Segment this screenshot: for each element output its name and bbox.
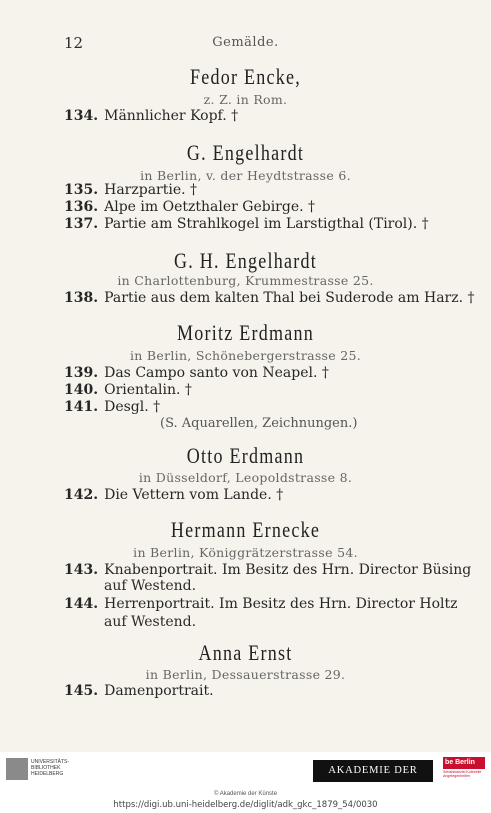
artist-name: Moritz Erdmann <box>177 320 314 345</box>
catalogue-entry <box>64 365 329 381</box>
entry-title: Damenportrait. <box>104 683 214 699</box>
entry-number: 136. <box>64 199 99 215</box>
berlin-logo-label: be Berlin <box>443 757 485 769</box>
entry-number: 141. <box>64 399 99 415</box>
be-berlin-logo[interactable] <box>443 757 485 783</box>
permalink-url[interactable]: https://digi.ub.uni-heidelberg.de/diglit/adk_gkc_1879_54/0030 <box>113 800 378 810</box>
artist-name: G. Engelhardt <box>186 140 305 165</box>
entry-number: 139. <box>64 365 99 381</box>
artist-location: in Berlin, v. der Heydtstrasse 6. <box>140 168 351 183</box>
akademie-der-kuenste-logo[interactable]: AKADEMIE DER KÜNSTE <box>313 760 433 782</box>
artist-name: Otto Erdmann <box>186 443 305 468</box>
artist-name: Hermann Ernecke <box>170 517 321 542</box>
artist-name: Fedor Encke, <box>190 64 301 89</box>
entry-title: Partie am Strahlkogel im Larstigthal (Tirol). † <box>104 216 429 232</box>
entry-title: Herrenportrait. Im Besitz des Hrn. Director Holtz <box>104 596 458 612</box>
artist-location: in Berlin, Schönebergerstrasse 25. <box>129 348 362 363</box>
entry-title: Alpe im Oetzthaler Gebirge. † <box>104 199 316 215</box>
entry-title: Harzpartie. † <box>104 182 198 198</box>
artist-location: in Berlin, Dessauerstrasse 29. <box>145 667 346 682</box>
entry-continuation: auf Westend. <box>104 614 197 630</box>
artist-location: z. Z. in Rom. <box>203 92 288 107</box>
catalogue-entry <box>64 199 315 215</box>
catalogue-entry <box>64 382 192 398</box>
artist-location: in Charlottenburg, Krummestrasse 25. <box>117 273 374 288</box>
entry-number: 140. <box>64 382 99 398</box>
running-head: Gemälde. <box>212 35 279 50</box>
library-logo-icon <box>6 758 28 780</box>
artist-location: in Berlin, Königgrätzerstrasse 54. <box>133 545 358 560</box>
entry-number: 138. <box>64 290 99 306</box>
catalogue-entry <box>64 487 283 503</box>
entry-number: 142. <box>64 487 99 503</box>
artist-location: in Düsseldorf, Leopoldstrasse 8. <box>138 470 353 485</box>
entry-title: Das Campo santo von Neapel. † <box>104 365 329 381</box>
catalogue-entry <box>64 216 429 232</box>
catalogue-entry <box>64 683 214 699</box>
entry-number: 144. <box>64 596 99 612</box>
library-logo-text: UNIVERSITÄTS- BIBLIOTHEK HEIDELBERG <box>31 759 70 777</box>
entry-number: 145. <box>64 683 99 699</box>
page-number: 12 <box>64 34 84 52</box>
catalogue-entry <box>64 562 471 578</box>
copyright-notice: © Akademie der Künste <box>213 791 278 797</box>
entry-number: 137. <box>64 216 99 232</box>
catalogue-entry <box>64 399 160 415</box>
university-library-logo[interactable] <box>6 756 70 782</box>
entry-title: Männlicher Kopf. † <box>104 108 239 124</box>
entry-continuation: auf Westend. <box>104 578 197 594</box>
entry-number: 134. <box>64 108 99 124</box>
entry-title: Die Vettern vom Lande. † <box>104 487 284 503</box>
entry-title: Knabenportrait. Im Besitz des Hrn. Director Büsing <box>104 562 472 578</box>
entry-title: Desgl. † <box>104 399 161 415</box>
entry-title: Partie aus dem kalten Thal bei Suderode am Harz. † <box>104 290 475 306</box>
artist-name: G. H. Engelhardt <box>174 248 317 273</box>
catalogue-entry <box>64 290 475 306</box>
entry-title: Orientalin. † <box>104 382 192 398</box>
entry-number: 143. <box>64 562 99 578</box>
catalogue-entry <box>64 108 238 124</box>
berlin-logo-subtitle: Senatskanzlei Kulturelle Angelegenheiten <box>443 770 482 779</box>
entry-number: 135. <box>64 182 99 198</box>
catalogue-entry <box>64 596 458 612</box>
catalogue-entry <box>64 182 197 198</box>
cross-reference-note: (S. Aquarellen, Zeichnungen.) <box>160 416 358 431</box>
artist-name: Anna Ernst <box>198 640 293 665</box>
